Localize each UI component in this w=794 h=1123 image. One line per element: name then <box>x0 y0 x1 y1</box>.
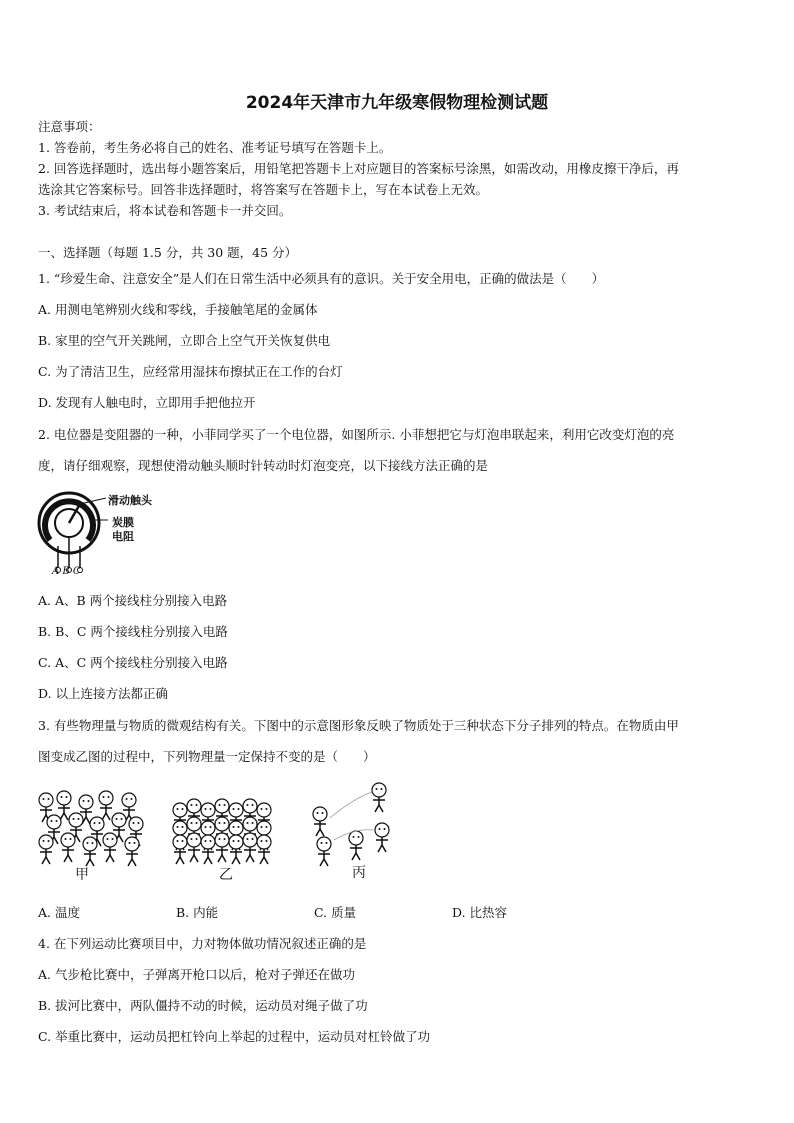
solid-state-figure <box>173 799 271 864</box>
question-1-option-c: C. 为了清洁卫生，应经常用湿抹布擦拭正在工作的台灯 <box>38 364 343 379</box>
states-of-matter-figure <box>34 778 404 870</box>
figure-label-bing: 丙 <box>352 865 366 881</box>
question-3-stem-line-2: 图变成乙图的过程中，下列物理量一定保持不变的是（ ） <box>38 749 376 764</box>
question-1-stem: 1. “珍爱生命、注意安全”是人们在日常生活中必须具有的意识。关于安全用电，正确的做法是（ ） <box>38 271 605 286</box>
question-1-option-b: B. 家里的空气开关跳闸，立即合上空气开关恢复供电 <box>38 333 331 348</box>
figure-label-jia: 甲 <box>75 867 89 883</box>
question-4-option-b: B. 拔河比赛中，两队僵持不动的时候，运动员对绳子做了功 <box>38 998 368 1013</box>
figure-label-film: 炭膜 <box>112 516 134 529</box>
question-3-option-c: C. 质量 <box>314 905 357 920</box>
question-2-option-b: B. B、C 两个接线柱分别接入电路 <box>38 624 228 639</box>
question-2-option-c: C. A、C 两个接线柱分别接入电路 <box>38 655 228 670</box>
figure-label-slider: 滑动触头 <box>108 494 152 507</box>
notice-heading: 注意事项： <box>38 119 101 134</box>
notice-item-1: 1. 答卷前，考生务必将自己的姓名、准考证号填写在答题卡上。 <box>38 140 392 155</box>
figure-label-yi: 乙 <box>219 867 233 883</box>
figure-label-terminals: A B C <box>52 566 81 577</box>
section-heading: 一、选择题（每题 1.5 分，共 30 题，45 分） <box>38 245 298 260</box>
question-3-option-b: B. 内能 <box>176 905 219 920</box>
question-1-option-d: D. 发现有人触电时，立即用手把他拉开 <box>38 395 256 410</box>
page-title: 2024年天津市九年级寒假物理检测试题 <box>245 93 549 113</box>
gas-state-figure <box>313 783 389 866</box>
figure-label-resistor: 电阻 <box>112 530 134 543</box>
question-2-option-d: D. 以上连接方法都正确 <box>38 686 169 701</box>
notice-item-2-line-1: 2. 回答选择题时，选出每小题答案后，用铅笔把答题卡上对应题目的答案标号涂黑，如需改动，用橡皮擦干净后，再 <box>38 161 679 176</box>
question-2-stem-line-1: 2. 电位器是变阻器的一种，小菲同学买了一个电位器，如图所示. 小菲想把它与灯泡串联起来，利用它改变灯泡的亮 <box>38 427 675 442</box>
notice-item-3: 3. 考试结束后，将本试卷和答题卡一并交回。 <box>38 203 292 218</box>
question-3-option-a: A. 温度 <box>38 905 80 920</box>
question-3-option-d: D. 比热容 <box>452 905 508 920</box>
question-4-stem: 4. 在下列运动比赛项目中，力对物体做功情况叙述正确的是 <box>38 936 367 951</box>
question-4-option-a: A. 气步枪比赛中，子弹离开枪口以后，枪对子弹还在做功 <box>38 967 355 982</box>
question-3-stem-line-1: 3. 有些物理量与物质的微观结构有关。下图中的示意图形象反映了物质处于三种状态下分子排列的特点。在物质由甲 <box>38 718 679 733</box>
question-4-option-c: C. 举重比赛中，运动员把杠铃向上举起的过程中，运动员对杠铃做了功 <box>38 1029 431 1044</box>
question-2-stem-line-2: 度，请仔细观察，现想使滑动触头顺时针转动时灯泡变亮，以下接线方法正确的是 <box>38 458 489 473</box>
liquid-state-figure <box>39 791 143 866</box>
question-2-option-a: A. A、B 两个接线柱分别接入电路 <box>38 593 228 608</box>
question-1-option-a: A. 用测电笔辨别火线和零线，手接触笔尾的金属体 <box>38 302 318 317</box>
notice-item-2-line-2: 选涂其它答案标号。回答非选择题时，将答案写在答题卡上，写在本试卷上无效。 <box>38 182 489 197</box>
